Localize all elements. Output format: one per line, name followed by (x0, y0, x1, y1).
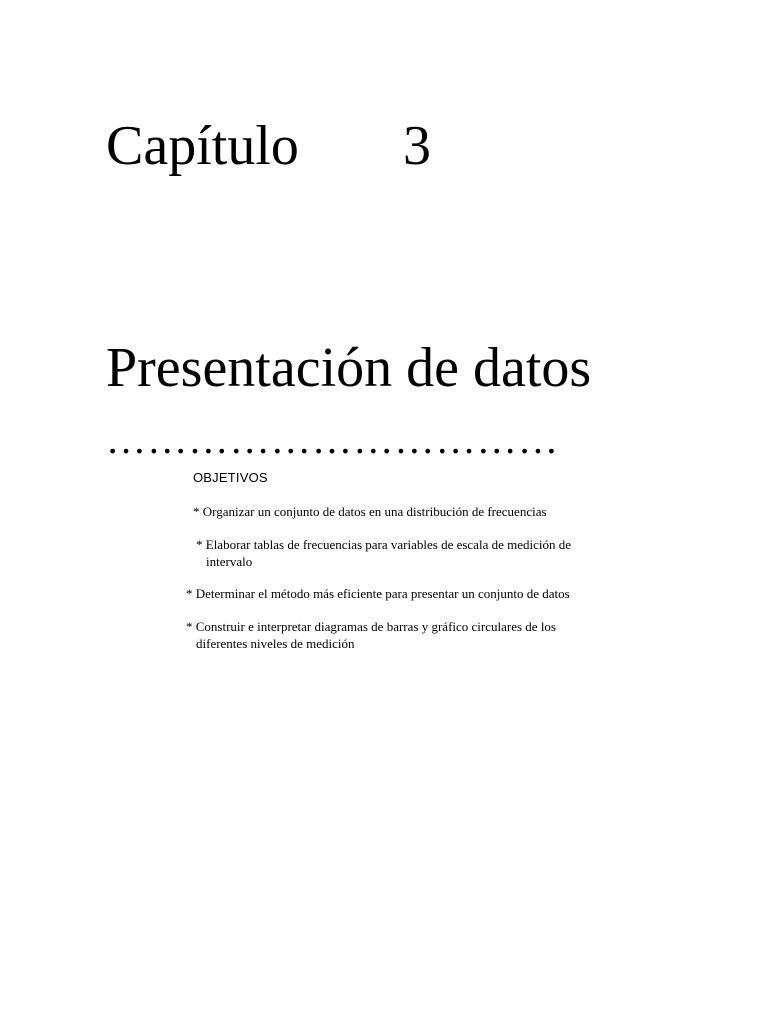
objective-text: * Construir e interpretar diagramas de barras y gráfico circulares de los (186, 619, 556, 634)
objective-item (196, 536, 571, 570)
objective-text: * Organizar un conjunto de datos en una distribución de frecuencias (193, 504, 547, 519)
objective-item (186, 585, 570, 602)
chapter-title: Presentación de datos (106, 337, 592, 399)
objective-text: * Elaborar tablas de frecuencias para variables de escala de medición de (196, 537, 572, 552)
objective-text-continuation: diferentes niveles de medición (196, 636, 355, 651)
chapter-label: Capítulo (106, 115, 299, 177)
objectives-heading: OBJETIVOS (193, 470, 268, 485)
chapter-heading (106, 110, 431, 182)
objective-text-continuation: intervalo (206, 554, 253, 569)
objective-item (186, 618, 556, 652)
chapter-number: 3 (403, 115, 431, 177)
objective-text: * Determinar el método más eficiente para presentar un conjunto de datos (186, 586, 570, 601)
objective-item (193, 503, 547, 520)
dotted-separator: …………………………… (106, 417, 560, 462)
